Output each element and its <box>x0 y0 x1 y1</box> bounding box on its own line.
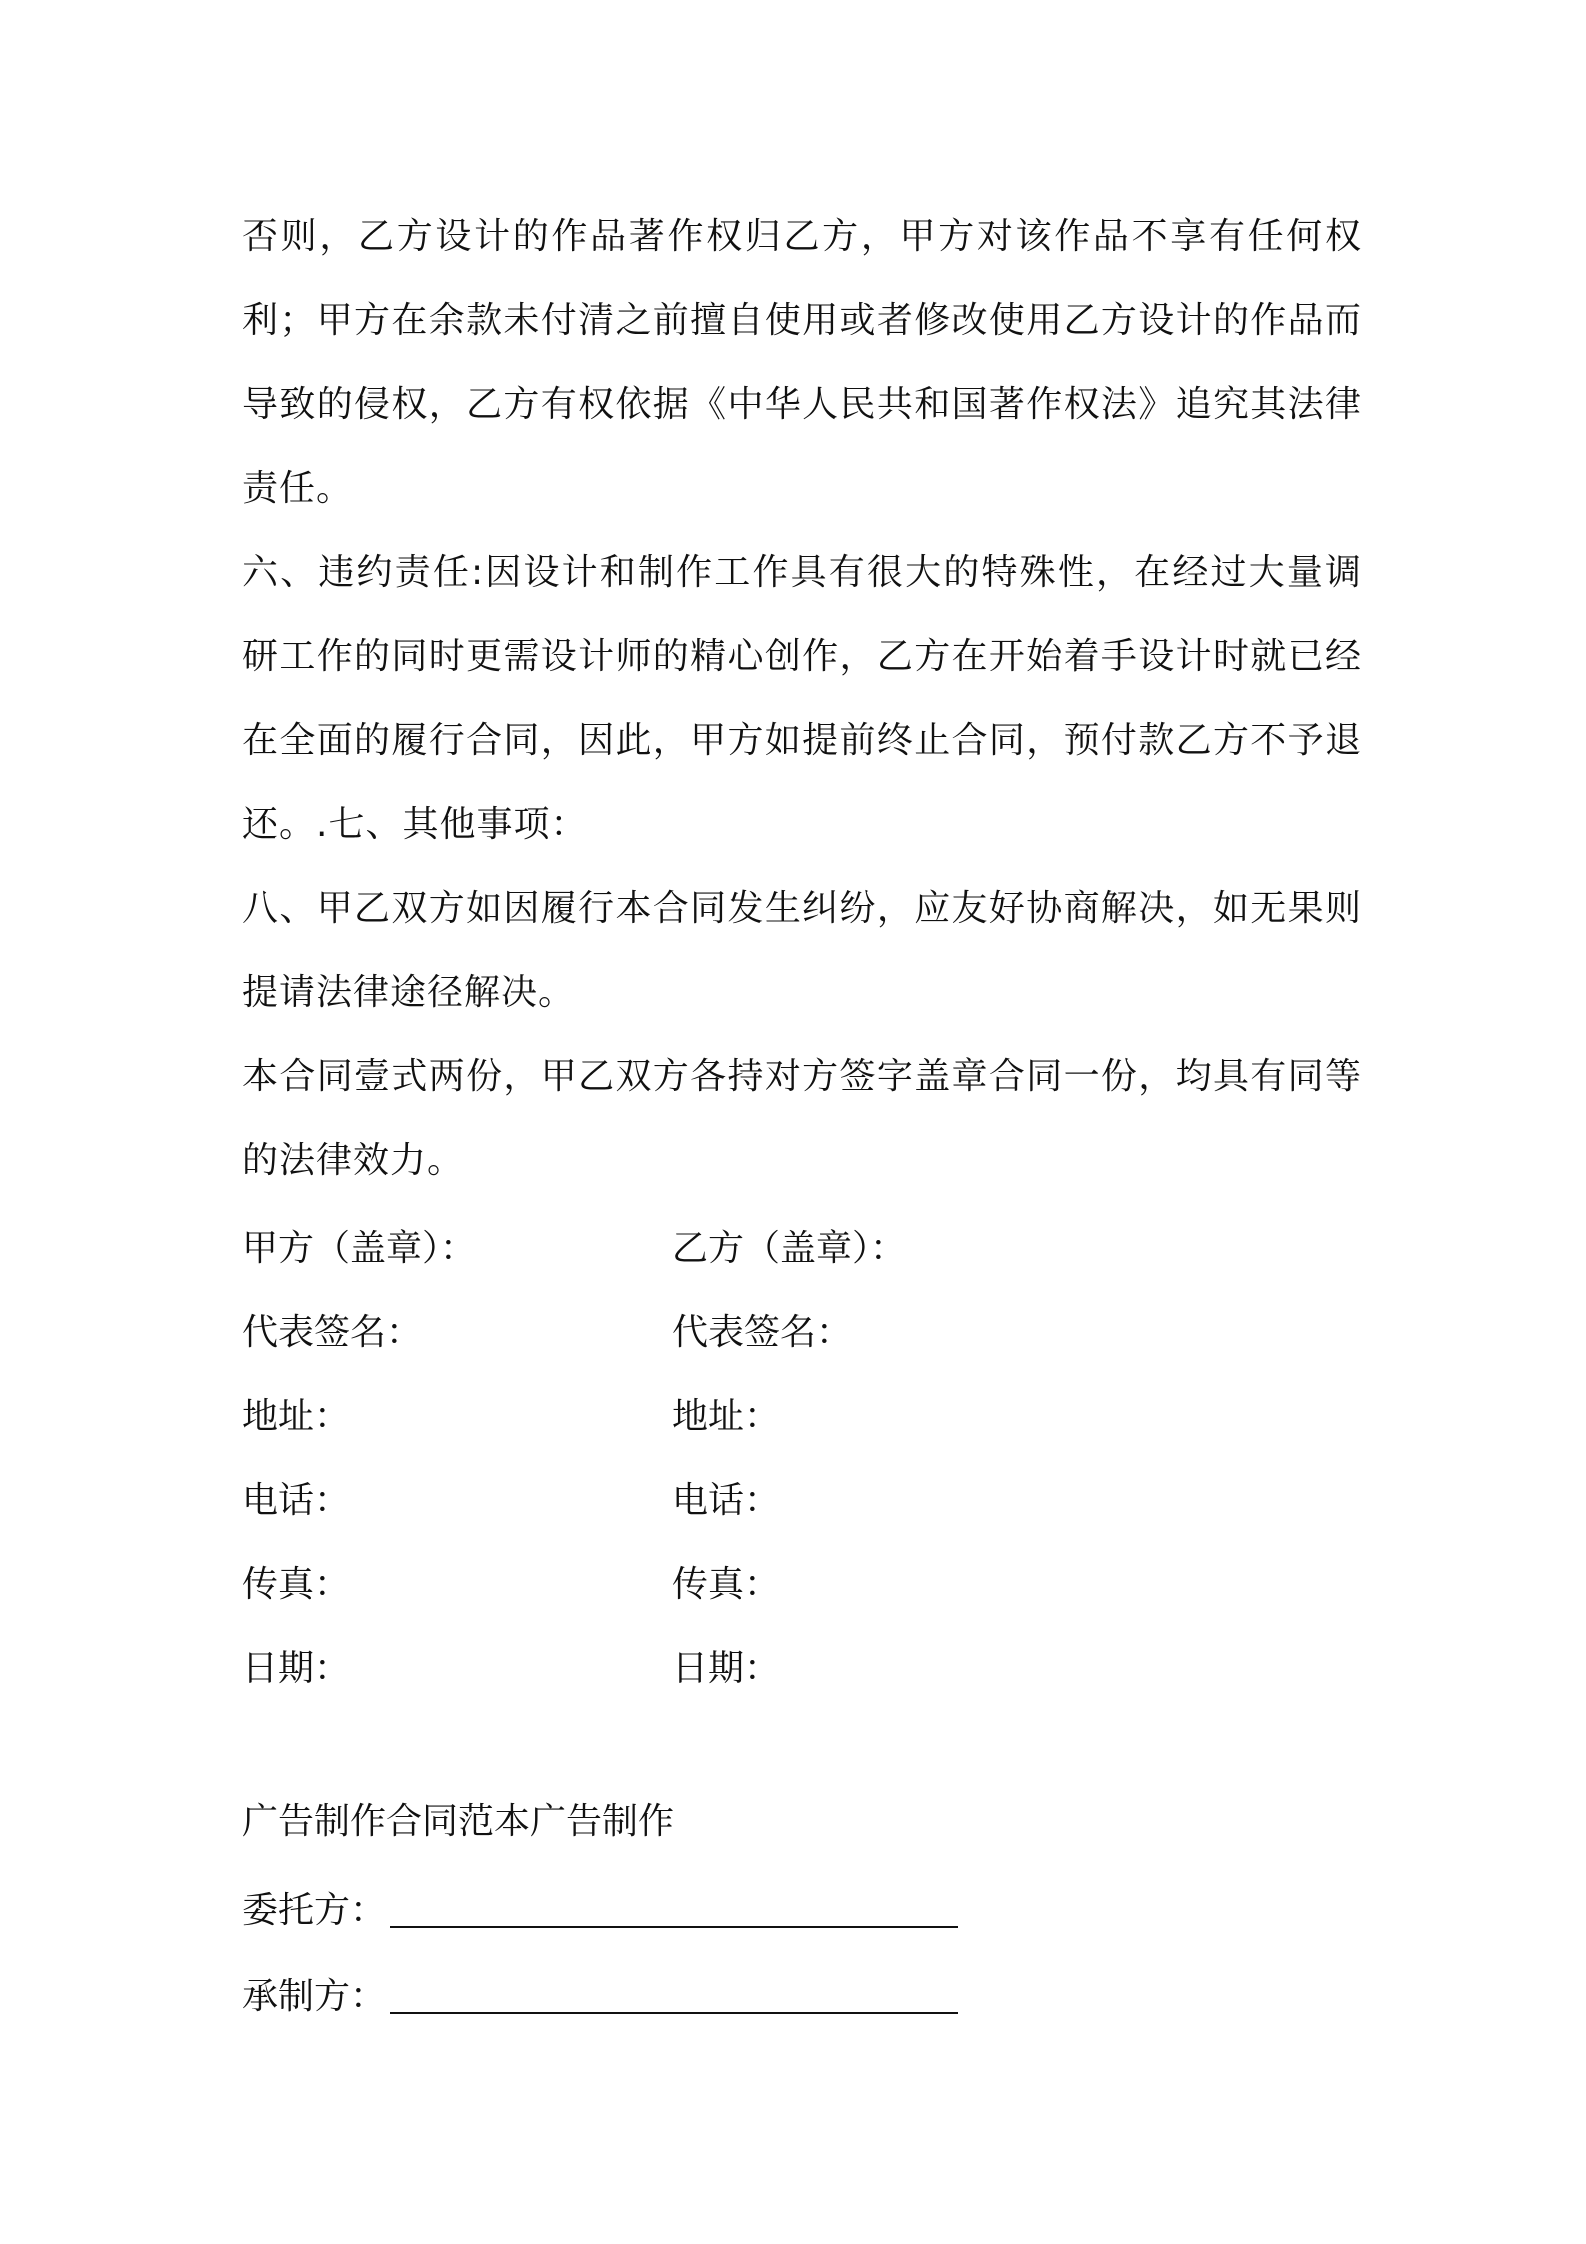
party-b-phone-label: 电话： <box>672 1479 781 1521</box>
client-label: 委托方： <box>242 1889 387 1931</box>
client-row <box>242 1864 1362 1950</box>
party-a-fax-label: 传真： <box>242 1563 351 1605</box>
next-contract-title: 广告制作合同范本广告制作 <box>242 1801 675 1842</box>
paragraph-copyright: 否则，乙方设计的作品著作权归乙方，甲方对该作品不享有任何权利；甲方在余款未付清之前擅自使用或者修改使用乙方设计的作品而导致的侵权，乙方有权依据《中华人民共和国著作权法》追究其法律责任。 <box>242 216 1362 509</box>
party-b-fax-label: 传真： <box>672 1563 781 1605</box>
paragraph-copies: 本合同壹式两份，甲乙双方各持对方签字盖章合同一份，均具有同等的法律效力。 <box>242 1056 1362 1181</box>
paragraph-dispute-resolution: 八、甲乙双方如因履行本合同发生纠纷，应友好协商解决，如无果则提请法律途径解决。 <box>242 888 1362 1013</box>
signature-row-date <box>242 1623 1362 1707</box>
party-b-representative-label: 代表签名： <box>672 1311 853 1353</box>
party-a-phone-label: 电话： <box>242 1479 351 1521</box>
party-a-date-label: 日期： <box>242 1647 351 1689</box>
next-contract-header <box>242 1780 1362 2036</box>
party-b-date-label: 日期： <box>672 1647 781 1689</box>
signature-row-phone <box>242 1455 1362 1539</box>
party-b-address-label: 地址： <box>672 1395 781 1437</box>
party-a-address-label: 地址： <box>242 1395 351 1437</box>
signature-row-fax <box>242 1539 1362 1623</box>
party-a-seal-label: 甲方（盖章）： <box>242 1227 477 1269</box>
paragraph-breach-liability: 六、违约责任:因设计和制作工作具有很大的特殊性，在经过大量调研工作的同时更需设计师的精心创作，乙方在开始着手设计时就已经在全面的履行合同，因此，甲方如提前终止合同，预付款乙方不予退还。.七、其他事项： <box>242 552 1362 845</box>
signature-row-address <box>242 1371 1362 1455</box>
signature-block <box>242 1203 1362 1707</box>
contractor-row <box>242 1950 1362 2036</box>
client-blank-line <box>390 1892 958 1928</box>
contractor-blank-line <box>390 1978 958 2014</box>
contractor-label: 承制方： <box>242 1975 387 2017</box>
signature-row-representative <box>242 1287 1362 1371</box>
party-b-seal-label: 乙方（盖章）： <box>672 1227 907 1269</box>
contract-body <box>242 195 1362 1707</box>
signature-row-seal <box>242 1203 1362 1287</box>
party-a-representative-label: 代表签名： <box>242 1311 423 1353</box>
